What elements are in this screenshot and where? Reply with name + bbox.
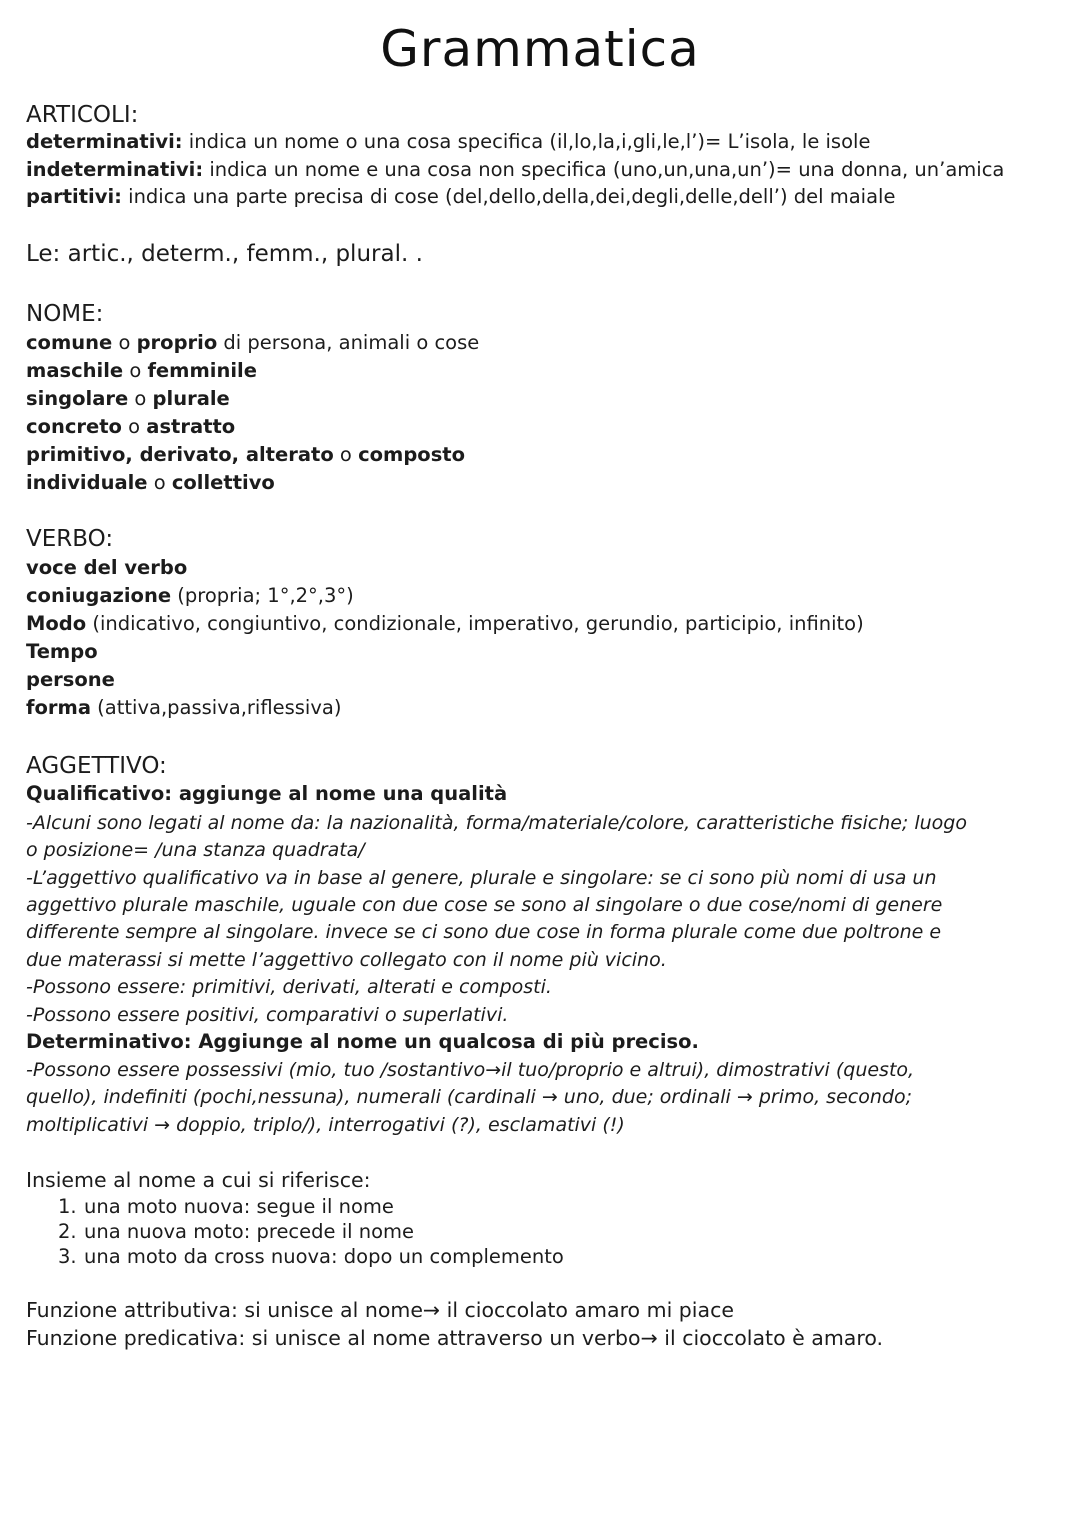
nome-line <box>26 441 465 469</box>
connector: o <box>123 359 148 382</box>
term: partitivi: <box>26 185 122 208</box>
nome-term: comune <box>26 331 113 354</box>
verbo-modo <box>26 610 864 638</box>
determinativo-note: -Possono essere possessivi (mio, tuo /sostantivo→il tuo/proprio e altrui), dimostrativi (questo, <box>26 1059 915 1081</box>
list-item <box>58 1218 414 1246</box>
nome-rest: di persona, animali o cose <box>217 331 480 354</box>
qualificativo-note: o posizione= /una stanza quadrata/ <box>26 839 365 861</box>
connector: o <box>128 387 153 410</box>
verbo-detail: (attiva,passiva,riflessiva) <box>90 696 342 719</box>
nome-line <box>26 469 275 497</box>
verbo-voce: voce del verbo <box>26 556 188 579</box>
nome-line <box>26 329 479 357</box>
verbo-detail: (propria; 1°,2°,3°) <box>171 584 354 607</box>
qualificativo-note: -L’aggettivo qualificativo va in base al genere, plurale e singolare: se ci sono più nomi di usa un <box>26 867 937 889</box>
funzione-attributiva: Funzione attributiva: si unisce al nome→ il cioccolato amaro mi piace <box>26 1298 734 1322</box>
term: indeterminativi: <box>26 158 204 181</box>
list-number: 1. <box>58 1195 77 1218</box>
connector: o <box>112 331 137 354</box>
articoli-row-determinativi <box>26 128 870 156</box>
articoli-row-indeterminativi <box>26 156 1004 184</box>
articoli-example: Le: artic., determ., femm., plural. . <box>26 241 423 267</box>
page-title: Grammatica <box>380 20 700 78</box>
definition: indica una parte precisa di cose (del,dello,della,dei,degli,delle,dell’) del maiale <box>121 185 896 208</box>
aggettivo-qualificativo: Qualificativo: aggiunge al nome una qualità <box>26 782 508 805</box>
verbo-forma <box>26 694 341 722</box>
list-item <box>58 1193 394 1221</box>
aggettivo-heading: AGGETTIVO: <box>26 753 167 779</box>
nome-term: proprio <box>136 331 218 354</box>
aggettivo-determinativo: Determinativo: Aggiunge al nome un qualcosa di più preciso. <box>26 1030 699 1053</box>
qualificativo-note: due materassi si mette l’aggettivo collegato con il nome più vicino. <box>26 949 667 971</box>
nome-term: individuale <box>26 471 148 494</box>
list-text: una moto nuova: segue il nome <box>84 1195 394 1218</box>
funzione-predicativa: Funzione predicativa: si unisce al nome attraverso un verbo→ il cioccolato è amaro. <box>26 1326 884 1350</box>
nome-term: collettivo <box>171 471 275 494</box>
verbo-term: forma <box>26 696 91 719</box>
articoli-row-partitivi <box>26 183 895 211</box>
verbo-term: Modo <box>26 612 87 635</box>
list-number: 2. <box>58 1220 77 1243</box>
nome-term: composto <box>358 443 466 466</box>
connector: o <box>121 415 147 438</box>
nome-term: maschile <box>26 359 124 382</box>
insieme-intro: Insieme al nome a cui si riferisce: <box>26 1168 371 1192</box>
qualificativo-note: -Alcuni sono legati al nome da: la nazionalità, forma/materiale/colore, caratteristiche fisiche; luogo <box>26 812 967 834</box>
nome-line <box>26 385 230 413</box>
definition: indica un nome e una cosa non specifica (uno,un,una,un’)= una donna, un’amica <box>203 158 1005 181</box>
nome-term: femminile <box>147 359 257 382</box>
nome-heading: NOME: <box>26 301 104 327</box>
verbo-persone: persone <box>26 668 115 691</box>
determinativo-note: quello), indefiniti (pochi,nessuna), numerali (cardinali → uno, due; ordinali → primo, secondo; <box>26 1086 912 1108</box>
nome-term: plurale <box>152 387 230 410</box>
definition: indica un nome o una cosa specifica (il,lo,la,i,gli,le,l’)= L’isola, le isole <box>182 130 871 153</box>
verbo-term: coniugazione <box>26 584 172 607</box>
list-text: una nuova moto: precede il nome <box>84 1220 415 1243</box>
qualificativo-note: aggettivo plurale maschile, uguale con due cose se sono al singolare o due cose/nomi di genere <box>26 894 943 916</box>
nome-line <box>26 357 257 385</box>
determinativo-note: moltiplicativi → doppio, triplo/), interrogativi (?), esclamativi (!) <box>26 1114 625 1136</box>
qualificativo-note: differente sempre al singolare. invece se ci sono due cose in forma plurale come due poltrone e <box>26 921 942 943</box>
list-number: 3. <box>58 1245 77 1268</box>
term: determinativi: <box>26 130 183 153</box>
verbo-coniugazione <box>26 582 354 610</box>
articoli-heading: ARTICOLI: <box>26 102 139 128</box>
nome-term: concreto <box>26 415 122 438</box>
verbo-tempo: Tempo <box>26 640 98 663</box>
nome-term: astratto <box>146 415 236 438</box>
connector: o <box>147 471 172 494</box>
list-item <box>58 1243 564 1271</box>
qualificativo-note: -Possono essere: primitivi, derivati, alterati e composti. <box>26 976 552 998</box>
verbo-heading: VERBO: <box>26 526 114 552</box>
list-text: una moto da cross nuova: dopo un complemento <box>84 1245 564 1268</box>
nome-term: primitivo, derivato, alterato <box>26 443 334 466</box>
connector: o <box>333 443 359 466</box>
qualificativo-note: -Possono essere positivi, comparativi o superlativi. <box>26 1004 509 1026</box>
nome-line <box>26 413 235 441</box>
nome-term: singolare <box>26 387 129 410</box>
verbo-detail: (indicativo, congiuntivo, condizionale, imperativo, gerundio, participio, infinito) <box>86 612 864 635</box>
